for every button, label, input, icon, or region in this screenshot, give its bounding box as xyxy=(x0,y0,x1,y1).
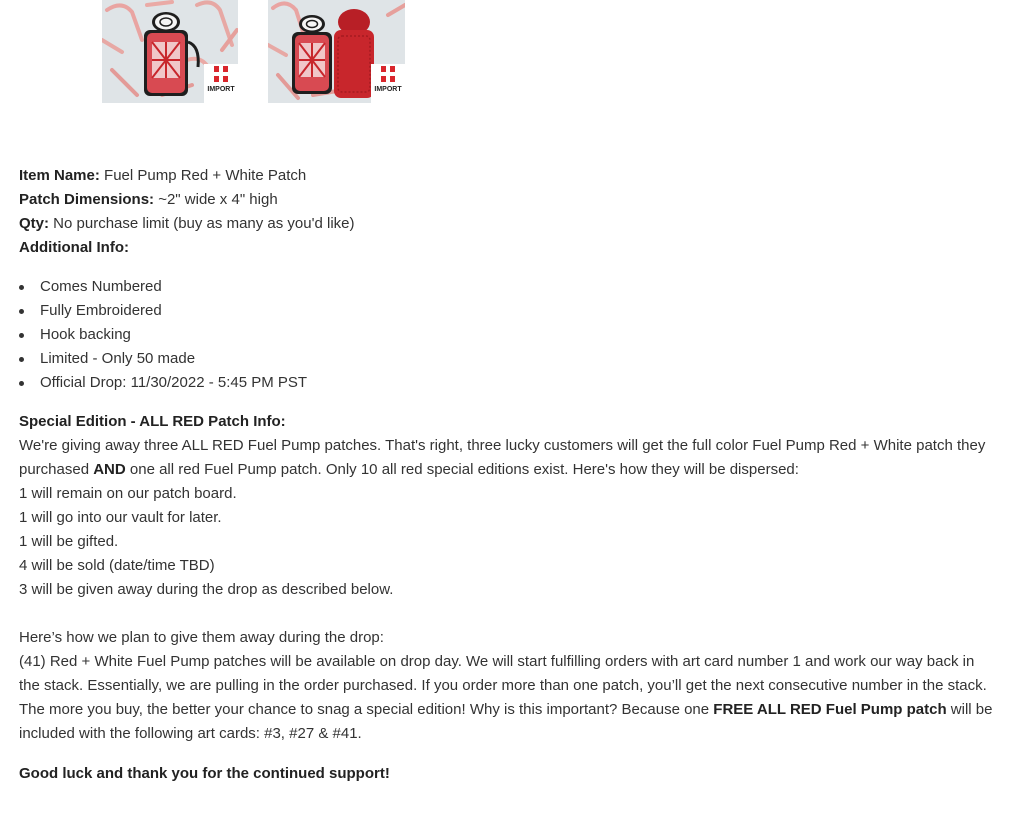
badge-text: IMPORT xyxy=(207,86,235,93)
dispersal-item: 1 will go into our vault for later. xyxy=(19,509,222,526)
intro-text-2: one all red Fuel Pump patch. Only 10 all red special editions exist. Here's how they will be dispersed: xyxy=(125,461,799,478)
list-item xyxy=(19,323,994,347)
dimensions-label: Patch Dimensions: xyxy=(19,191,155,208)
dispersal-item: 3 will be given away during the drop as described below. xyxy=(19,581,394,598)
list-item-text: Limited - Only 50 made xyxy=(40,350,196,367)
additional-info-heading xyxy=(19,236,994,260)
bullet-icon xyxy=(19,357,24,362)
list-item xyxy=(19,347,994,371)
closing-text: Good luck and thank you for the continued support! xyxy=(19,765,390,782)
list-item xyxy=(19,371,994,395)
dispersal-item: 1 will be gifted. xyxy=(19,533,119,550)
giveaway-text-2: will be included with the following art cards: #3, #27 & #41. xyxy=(19,701,993,742)
dispersal-item: 1 will remain on our patch board. xyxy=(19,485,237,502)
intro-text-1: We're giving away three ALL RED Fuel Pump patches. That's right, three lucky customers will get the full color Fuel Pump Red + White patch they purchased xyxy=(19,437,986,478)
special-edition-intro xyxy=(19,434,994,482)
dispersal-item: 4 will be sold (date/time TBD) xyxy=(19,557,215,574)
fuel-pump-patch-image xyxy=(102,0,238,103)
dimensions-line xyxy=(19,188,994,212)
giveaway-body xyxy=(19,650,994,746)
list-item-text: Official Drop: 11/30/2022 - 5:45 PM PST xyxy=(40,374,308,391)
item-name-label: Item Name: xyxy=(19,167,100,184)
bullet-icon xyxy=(19,381,24,386)
item-name-value: Fuel Pump Red + White Patch xyxy=(99,167,307,184)
bullet-icon xyxy=(19,333,24,338)
qty-value: No purchase limit (buy as many as you'd like) xyxy=(49,215,355,232)
qty-label: Qty: xyxy=(19,215,49,232)
bullet-icon xyxy=(19,285,24,290)
special-edition-heading-text: Special Edition - ALL RED Patch Info: xyxy=(19,413,286,430)
qty-line xyxy=(19,212,994,236)
item-name-line xyxy=(19,164,994,188)
intro-bold: AND xyxy=(93,461,126,478)
giveaway-heading: Here’s how we plan to give them away during the drop: xyxy=(19,629,384,646)
list-item-text: Comes Numbered xyxy=(40,278,162,295)
additional-info-list xyxy=(19,275,994,395)
additional-info-label: Additional Info: xyxy=(19,239,129,256)
product-image-2[interactable] xyxy=(268,0,405,103)
special-edition-heading xyxy=(19,410,994,434)
dimensions-value: ~2" wide x 4" high xyxy=(154,191,278,208)
product-image-1[interactable] xyxy=(102,0,238,103)
product-description xyxy=(19,164,994,786)
bullet-icon xyxy=(19,309,24,314)
badge-text: IMPORT xyxy=(374,86,402,93)
giveaway-bold: FREE ALL RED Fuel Pump patch xyxy=(713,701,947,718)
giveaway-text-1: (41) Red + White Fuel Pump patches will be available on drop day. We will start fulfilling orders with art card number 1 and work our way back in the stack. Essentially, we are pulling in the order purchased. If you order more than one patch, you’ll get the next consecutive number in the stack. The more you buy, the better your chance to snag a special edition! Why is this important? Because one xyxy=(19,653,987,718)
all-red-patch-image xyxy=(268,0,405,103)
list-item xyxy=(19,275,994,299)
closing-line xyxy=(19,762,994,786)
list-item-text: Fully Embroidered xyxy=(40,302,162,319)
spacer xyxy=(19,602,994,626)
list-item-text: Hook backing xyxy=(40,326,131,343)
list-item xyxy=(19,299,994,323)
